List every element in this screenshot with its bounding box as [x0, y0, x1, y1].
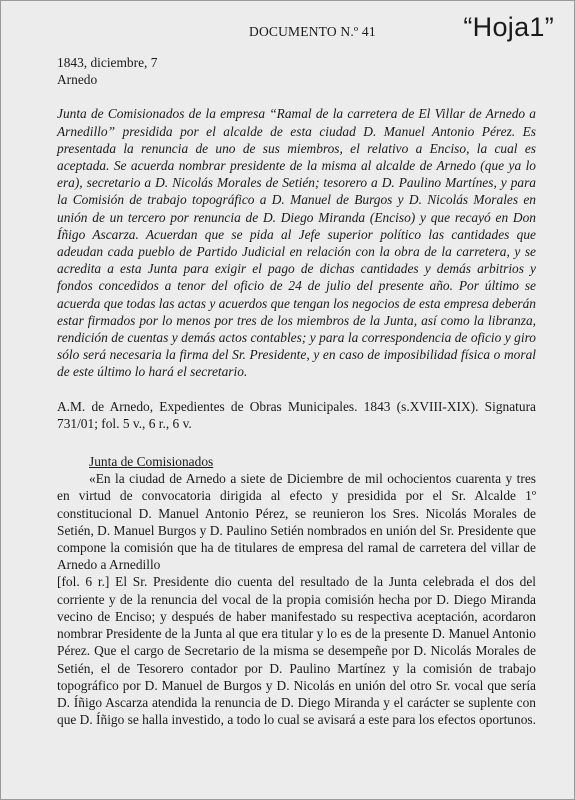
sheet-title: “Hoja1”	[463, 12, 554, 42]
document-summary: Junta de Comisionados de la empresa “Ramal de la carretera de El Villar de Arnedo a Arnedillo” presidida por el alcalde de esta ciudad D. Manuel Antonio Pérez. Es presentada la renuncia de uno de sus miembros, el relativo a Enciso, la cual es aceptada. Se acuerda nombrar presidente de la misma al alcalde de Arnedo (que ya lo era), secretario a D. Nicolás Morales de Setién; tesorero a D. Paulino Martínes, y para la Comisión de trabajo topográfico a D. Manuel de Burgos y D. Nicolás Morales en unión de un tercero por renuncia de D. Diego Miranda (Enciso) y que recayó en Don Íñigo Ascarza. Acuerdan que se pida al Jefe superior político las cantidades que adeudan cada pueblo de Partido Judicial en relación con la obra de la carretera, y se acredita a esta Junta para exigir el pago de dichas cantidades y demás arbitrios y fondos concedidos a tenor del oficio de 24 de julio del presente año. Por último se acuerda que todas las actas y acuerdos que tengan los negocios de esta empresa deberán estar firmados por lo menos por tres de los miembros de la Junta, así como la libranza, rendición de cuentas y demás actos contables; y para la correspondencia de oficio y giro sólo será necesaria la firma del Sr. Presidente, y en caso de imposibilidad física o moral de este último lo hará el secretario.	[57, 106, 536, 380]
archive-source: A.M. de Arnedo, Expedientes de Obras Municipales. 1843 (s.XVIII-XIX). Signatura 731/01; fol. 5 v., 6 r., 6 v.	[57, 398, 536, 431]
transcription-paragraph-1: «En la ciudad de Arnedo a siete de Diciembre de mil ochocientos cuarenta y tres en virtud de convocatoria dirigida al efecto y presidida por el Sr. Alcalde 1º constitucional D. Manuel Antonio Pérez, se reunieron los Sres. Nicolás Morales de Setién, D. Manuel Burgos y D. Paulino Setién nombrados en unión del Sr. Presidente que compone la comisión que ha de titulares de empresa del ramal de carretera del villar de Arnedo a Arnedillo	[57, 471, 536, 573]
transcription-paragraph-2: [fol. 6 r.] El Sr. Presidente dio cuenta del resultado de la Junta celebrada el dos del corriente y de la renuncia del vocal de la propia comisión hecha por D. Diego Miranda vecino de Enciso; y después de haber manifestado su respectiva aceptación, acordaron nombrar Presidente de la Junta al que era titular y lo es de la presente D. Manuel Antonio Pérez. Que el cargo de Secretario de la misma se desempeñe por D. Nicolás Morales de Setién, el de Tesorero contador por D. Paulino Martínez y la comisión de trabajo topográfico por D. Manuel de Burgos y D. Nicolás en unión del otro Sr. vocal que sería D. Íñigo Ascarza atendida la renuncia de D. Diego Miranda y el carácter se suplente con que D. Íñigo se halla investido, a todo lo cual se avisará a este para los efectos oportunos.	[57, 574, 536, 728]
document-date: 1843, diciembre, 7	[57, 55, 158, 70]
document-place: Arnedo	[57, 72, 98, 88]
transcription-section	[57, 453, 536, 728]
document-number: DOCUMENTO N.º 41	[249, 24, 376, 39]
document-content	[57, 54, 536, 728]
transcription-heading: Junta de Comisionados	[89, 454, 214, 470]
